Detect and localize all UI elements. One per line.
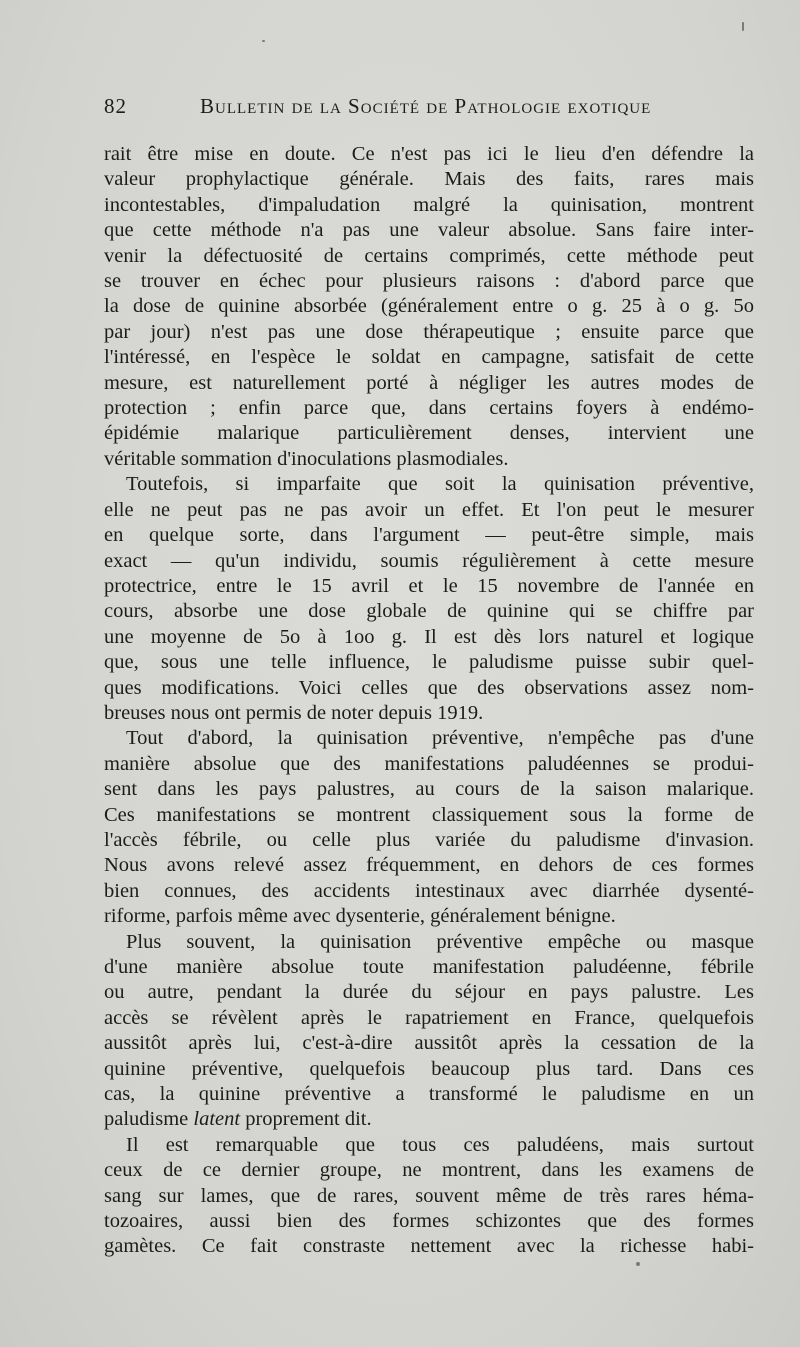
text-line: que cette méthode n'a pas une valeur absolue. Sans faire inter- bbox=[104, 219, 754, 242]
text-line: Toutefois, si imparfaite que soit la quinisation préventive, bbox=[126, 473, 754, 496]
text-line: Tout d'abord, la quinisation préventive, n'empêche pas d'une bbox=[126, 727, 754, 750]
text-line: cas, la quinine préventive a transformé le paludisme en un bbox=[104, 1083, 754, 1106]
page-header bbox=[104, 94, 684, 124]
running-title: Bulletin de la Société de Pathologie exotique bbox=[200, 94, 652, 118]
text-line: une moyenne de 5o à 1oo g. Il est dès lors naturel et logique bbox=[104, 625, 754, 648]
page-number: 82 bbox=[104, 94, 127, 118]
paper-speck bbox=[262, 40, 265, 42]
text-line: mesure, est naturellement porté à négliger les autres modes de bbox=[104, 371, 754, 394]
paragraph bbox=[104, 930, 754, 1133]
text-line: protection ; enfin parce que, dans certains foyers à endémo- bbox=[104, 397, 754, 420]
text-line: riforme, parfois même avec dysenterie, généralement bénigne. bbox=[104, 905, 616, 928]
text-line: Il est remarquable que tous ces paludéens, mais surtout bbox=[126, 1133, 754, 1156]
text-line: ceux de ce dernier groupe, ne montrent, dans les examens de bbox=[104, 1159, 754, 1182]
text-line: l'intéressé, en l'espèce le soldat en campagne, satisfait de cette bbox=[104, 346, 754, 369]
text-line: cours, absorbe une dose globale de quinine qui se chiffre par bbox=[104, 600, 754, 623]
text-line: sang sur lames, que de rares, souvent même de très rares héma- bbox=[104, 1184, 754, 1207]
text-line: véritable sommation d'inoculations plasmodiales. bbox=[104, 447, 509, 470]
paragraph bbox=[104, 142, 754, 472]
text-line: la dose de quinine absorbée (généralement entre o g. 25 à o g. 5o bbox=[104, 295, 754, 318]
text-line: bien connues, des accidents intestinaux avec diarrhée dysenté- bbox=[104, 879, 754, 902]
text-line: valeur prophylactique générale. Mais des faits, rares mais bbox=[104, 168, 754, 191]
text-line: venir la défectuosité de certains comprimés, cette méthode peut bbox=[104, 244, 754, 267]
text-line: incontestables, d'impaludation malgré la quinisation, montrent bbox=[104, 193, 754, 216]
text-line: exact — qu'un individu, soumis régulièrement à cette mesure bbox=[104, 549, 754, 572]
text-line: se trouver en échec pour plusieurs raisons : d'abord parce que bbox=[104, 270, 754, 293]
text-line: breuses nous ont permis de noter depuis 1919. bbox=[104, 701, 484, 724]
text-line: ques modifications. Voici celles que des observations assez nom- bbox=[104, 676, 754, 699]
paragraph bbox=[104, 472, 754, 726]
emphasized-word: latent bbox=[193, 1108, 241, 1131]
paragraph bbox=[104, 1133, 754, 1260]
text-line: rait être mise en doute. Ce n'est pas ici le lieu d'en défendre la bbox=[104, 143, 754, 165]
paragraph bbox=[104, 726, 754, 929]
text-line: que, sous une telle influence, le paludisme puisse subir quel- bbox=[104, 651, 754, 674]
text-line: aussitôt après lui, c'est-à-dire aussitôt après la cessation de la bbox=[104, 1032, 754, 1055]
text-line: protectrice, entre le 15 avril et le 15 novembre de l'année en bbox=[104, 574, 754, 597]
text-line: Ces manifestations se montrent classiquement sous la forme de bbox=[104, 803, 754, 826]
text-line: en quelque sorte, dans l'argument — peut-être simple, mais bbox=[104, 524, 754, 547]
text-line: accès se révèlent après le rapatriement en France, quelquefois bbox=[104, 1006, 754, 1029]
text-line: ou autre, pendant la durée du séjour en pays palustre. Les bbox=[104, 981, 754, 1004]
text-line: paludisme latent proprement dit. bbox=[104, 1108, 372, 1131]
paper-speck bbox=[742, 22, 744, 31]
text-line: tozoaires, aussi bien des formes schizontes que des formes bbox=[104, 1210, 754, 1233]
text-line: l'accès fébrile, ou celle plus variée du paludisme d'invasion. bbox=[104, 828, 754, 851]
body-text bbox=[104, 142, 754, 1260]
text-line: sent dans les pays palustres, au cours de la saison malarique. bbox=[104, 778, 754, 801]
text-line: gamètes. Ce fait constraste nettement avec la richesse habi- bbox=[104, 1235, 754, 1258]
text-line: elle ne peut pas ne pas avoir un effet. Et l'on peut le mesurer bbox=[104, 498, 754, 521]
text-line: manière absolue que des manifestations paludéennes se produi- bbox=[104, 752, 754, 775]
text-line: Plus souvent, la quinisation préventive empêche ou masque bbox=[126, 930, 754, 953]
text-line: quinine préventive, quelquefois beaucoup plus tard. Dans ces bbox=[104, 1057, 754, 1080]
text-line: épidémie malarique particulièrement denses, intervient une bbox=[104, 422, 754, 445]
text-line: par jour) n'est pas une dose thérapeutique ; ensuite parce que bbox=[104, 320, 754, 343]
paper-speck bbox=[636, 1262, 640, 1266]
text-line: Nous avons relevé assez fréquemment, en dehors de ces formes bbox=[104, 854, 754, 877]
text-line: d'une manière absolue toute manifestation paludéenne, fébrile bbox=[104, 956, 754, 978]
